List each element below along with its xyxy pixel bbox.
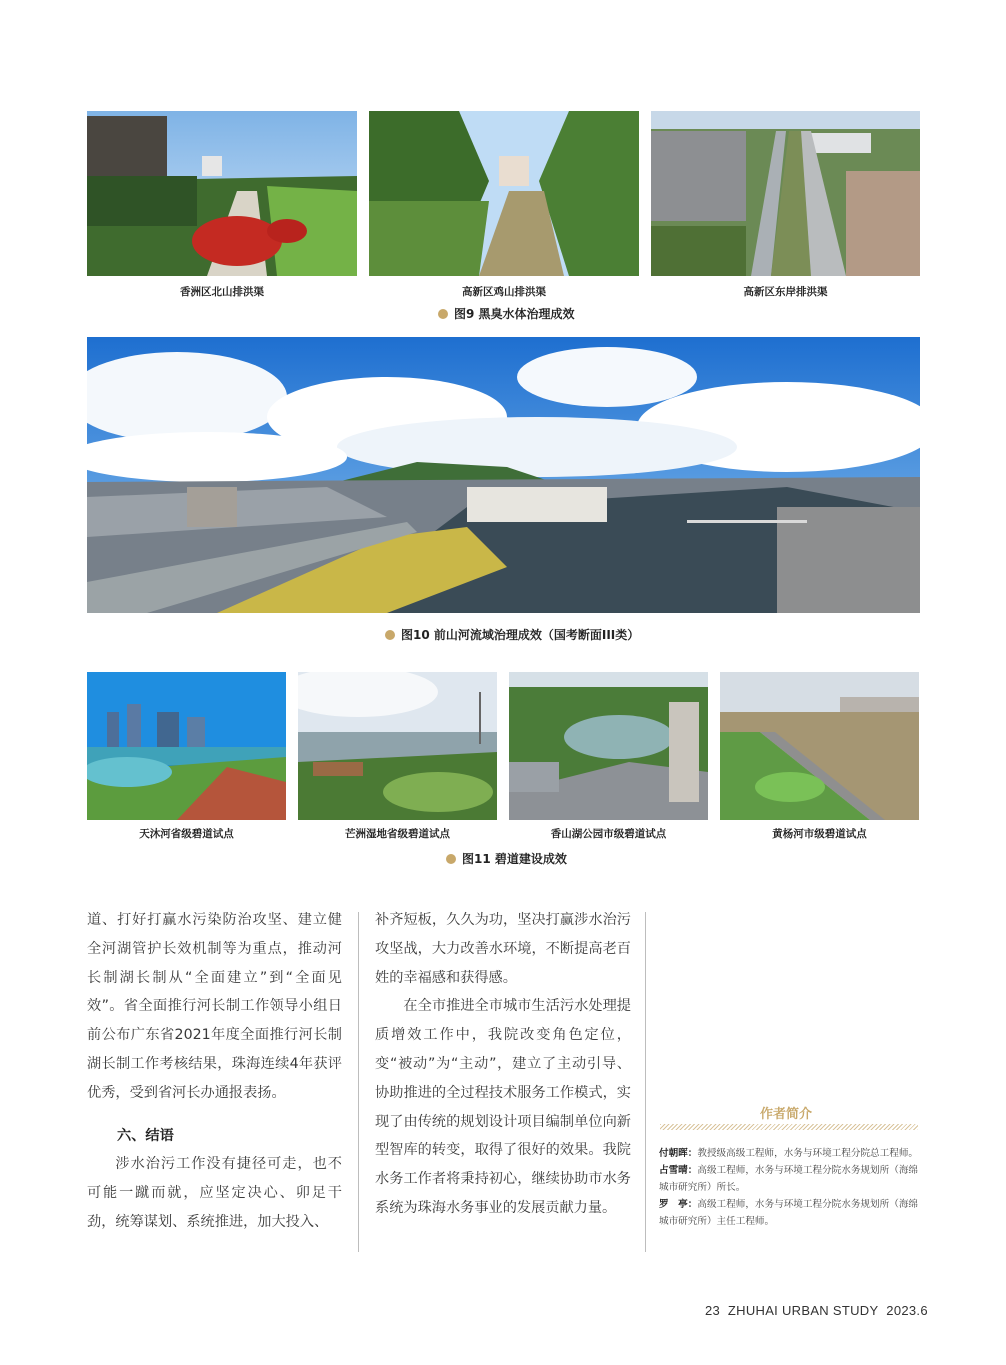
photo-beishan-flood-channel [87, 111, 357, 276]
figure-caption [385, 626, 639, 643]
text-column-2 [375, 906, 631, 1223]
author-desc: 高级工程师，水务与环境工程分院水务规划所（海绵城市研究所）所长。 [659, 1165, 919, 1193]
photo-caption: 高新区东岸排洪渠 [743, 286, 828, 298]
photo-tianmu-river-greenway [87, 672, 286, 820]
paragraph: 在全市推进全市城市生活污水处理提质增效工作中，我院改变角色定位，变“被动”为“主动”，建立了主动引导、协助推进的全过程技术服务工作模式，实现了由传统的规划设计项目编制单位向新型智库的转变，取得了很好的效果。我院水务工作者将秉持初心，继续协助市水务系统为珠海水务事业的发展贡献力量。 [375, 998, 631, 1216]
author-entry [659, 1162, 919, 1196]
author-desc: 高级工程师，水务与环境工程分院水务规划所（海绵城市研究所）主任工程师。 [659, 1199, 919, 1227]
paragraph: 补齐短板，久久为功，坚决打赢涉水治污攻坚战，大力改善水环境，不断提高老百姓的幸福感和获得感。 [375, 912, 631, 986]
photo-huangyang-river-greenway [720, 672, 919, 820]
text-column-1 [87, 906, 342, 1237]
column-divider [645, 912, 646, 1252]
journal-name: ZHUHAI URBAN STUDY [727, 1303, 879, 1318]
figure-caption [446, 850, 567, 867]
bullet-dot-icon [446, 854, 456, 864]
photo-caption: 黄杨河市级碧道试点 [772, 828, 867, 840]
figure-9-caption-text: 图9 黑臭水体治理成效 [454, 307, 575, 321]
author-name: 占雪晴： [659, 1165, 698, 1176]
photo-caption: 香山湖公园市级碧道试点 [550, 828, 667, 840]
section-heading: 六、结语 [117, 1127, 174, 1144]
photo-caption: 天沐河省级碧道试点 [139, 828, 234, 840]
photo-qianshan-river-panorama [87, 337, 920, 613]
photo-caption: 香洲区北山排洪渠 [180, 286, 264, 298]
figure-10-caption-text: 图10 前山河流域治理成效（国考断面III类） [401, 628, 640, 642]
figure-caption [438, 305, 575, 322]
bullet-dot-icon [438, 309, 448, 319]
photo-caption: 高新区鸡山排洪渠 [462, 286, 546, 298]
bullet-dot-icon [385, 630, 395, 640]
page-footer [705, 1303, 928, 1318]
author-list [659, 1145, 919, 1230]
author-entry [659, 1145, 919, 1162]
issue-number: 2023.6 [886, 1303, 928, 1318]
author-entry [659, 1196, 919, 1230]
author-desc: 教授级高级工程师，水务与环境工程分院总工程师。 [697, 1148, 919, 1159]
photo-caption: 芒洲湿地省级碧道试点 [345, 828, 450, 840]
paragraph: 涉水治污工作没有捷径可走，也不可能一蹴而就，应坚定决心、卯足干劲，统筹谋划、系统推进，加大投入、 [87, 1156, 342, 1230]
author-name: 付朝晖： [659, 1148, 698, 1159]
photo-xiangshan-lake-park-greenway [509, 672, 708, 820]
photo-jishan-flood-channel [369, 111, 639, 276]
figure-11-caption-text: 图11 碧道建设成效 [462, 852, 567, 866]
column-divider [358, 912, 359, 1252]
page-number: 23 [705, 1303, 721, 1318]
photo-mangzhou-wetland-greenway [298, 672, 497, 820]
photo-dongan-flood-channel [651, 111, 920, 276]
paragraph: 道、打好打赢水污染防治攻坚、建立健全河湖管护长效机制等为重点，推动河长制湖长制从“全面建立”到“全面见效”。省全面推行河长制工作领导小组日前公布广东省2021年度全面推行河长制湖长制工作考核结果，珠海连续4年获评优秀，受到省河长办通报表扬。 [87, 912, 342, 1101]
decorative-rule [660, 1124, 918, 1130]
author-name: 罗 亭： [659, 1199, 698, 1210]
author-intro-title: 作者简介 [760, 1107, 813, 1122]
